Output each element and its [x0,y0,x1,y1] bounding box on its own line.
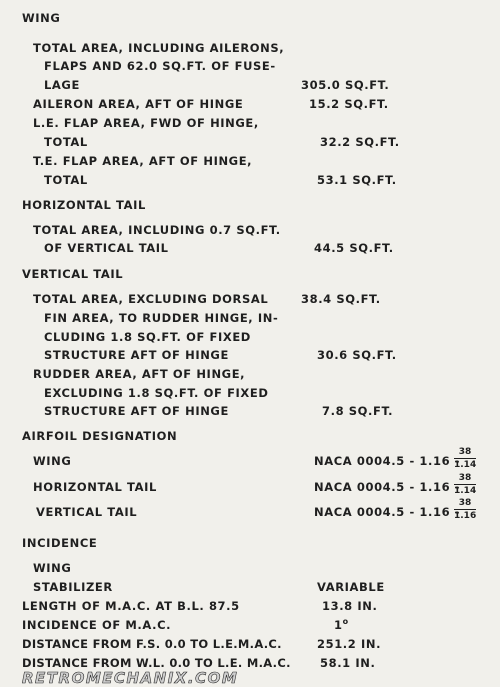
fraction-numerator: 38 [458,498,472,508]
airfoil-fraction [454,447,476,470]
fraction-bar [454,458,476,459]
spec-value: 251.2 IN. [317,637,382,651]
fraction-denominator: 1.14 [454,486,477,496]
spec-label: VERTICAL TAIL [36,505,138,519]
watermark: RETROMECHANIX.COM [22,669,239,687]
spec-label: DISTANCE FROM W.L. 0.0 TO L.E. M.A.C. [22,656,291,670]
spec-value: 7.8 SQ.FT. [322,404,394,418]
spec-label: WING [33,561,72,575]
spec-label: L.E. FLAP AREA, FWD OF HINGE, [33,116,259,130]
fraction-bar [454,509,476,510]
spec-value: 53.1 SQ.FT. [317,173,397,187]
spec-value: 15.2 SQ.FT. [309,97,389,111]
degree-symbol: o [342,617,349,626]
spec-value: 305.0 SQ.FT. [301,78,390,92]
section-heading-vertical-tail: VERTICAL TAIL [22,267,124,281]
spec-value: 32.2 SQ.FT. [320,135,400,149]
spec-label: STRUCTURE AFT OF HINGE [44,348,229,362]
spec-label: STABILIZER [33,580,113,594]
spec-value: 58.1 IN. [320,656,376,670]
spec-label: INCIDENCE OF M.A.C. [22,618,172,632]
spec-value: 38.4 SQ.FT. [301,292,381,306]
spec-label: TOTAL AREA, INCLUDING 0.7 SQ.FT. [33,223,281,237]
spec-label: T.E. FLAP AREA, AFT OF HINGE, [33,154,253,168]
spec-label: TOTAL [44,173,88,187]
spec-value: 30.6 SQ.FT. [317,348,397,362]
spec-value: 44.5 SQ.FT. [314,241,394,255]
spec-label: OF VERTICAL TAIL [44,241,169,255]
spec-value: VARIABLE [317,580,385,594]
spec-value [334,618,349,634]
spec-label: TOTAL AREA, INCLUDING AILERONS, [33,41,285,55]
fraction-denominator: 1.14 [454,460,477,470]
incidence-value: 1 [334,618,343,632]
spec-label: DISTANCE FROM F.S. 0.0 TO L.E.M.A.C. [22,637,282,651]
spec-label: LAGE [44,78,80,92]
spec-label: LENGTH OF M.A.C. AT B.L. 87.5 [22,599,240,613]
spec-value: NACA 0004.5 - 1.16 - [314,505,461,519]
section-heading-incidence: INCIDENCE [22,536,98,550]
fraction-denominator: 1.16 [454,511,477,521]
spec-label: HORIZONTAL TAIL [33,480,157,494]
airfoil-fraction [454,473,476,496]
spec-label: CLUDING 1.8 SQ.FT. OF FIXED [44,330,251,344]
fraction-numerator: 38 [458,473,472,483]
spec-label: TOTAL [44,135,88,149]
spec-label: FLAPS AND 62.0 SQ.FT. OF FUSE- [44,59,276,73]
section-heading-wing: WING [22,11,61,25]
spec-value: 13.8 IN. [322,599,378,613]
fraction-bar [454,484,476,485]
spec-value: NACA 0004.5 - 1.16 - [314,480,461,494]
spec-label: AILERON AREA, AFT OF HINGE [33,97,244,111]
section-heading-horizontal-tail: HORIZONTAL TAIL [22,198,146,212]
spec-label: FIN AREA, TO RUDDER HINGE, IN- [44,311,279,325]
spec-label: RUDDER AREA, AFT OF HINGE, [33,367,246,381]
section-heading-airfoil: AIRFOIL DESIGNATION [22,429,178,443]
spec-value: NACA 0004.5 - 1.16 - [314,454,461,468]
spec-label: TOTAL AREA, EXCLUDING DORSAL [33,292,269,306]
spec-label: EXCLUDING 1.8 SQ.FT. OF FIXED [44,386,269,400]
spec-label: WING [33,454,72,468]
fraction-numerator: 38 [458,447,472,457]
spec-label: STRUCTURE AFT OF HINGE [44,404,229,418]
airfoil-fraction [454,498,476,521]
